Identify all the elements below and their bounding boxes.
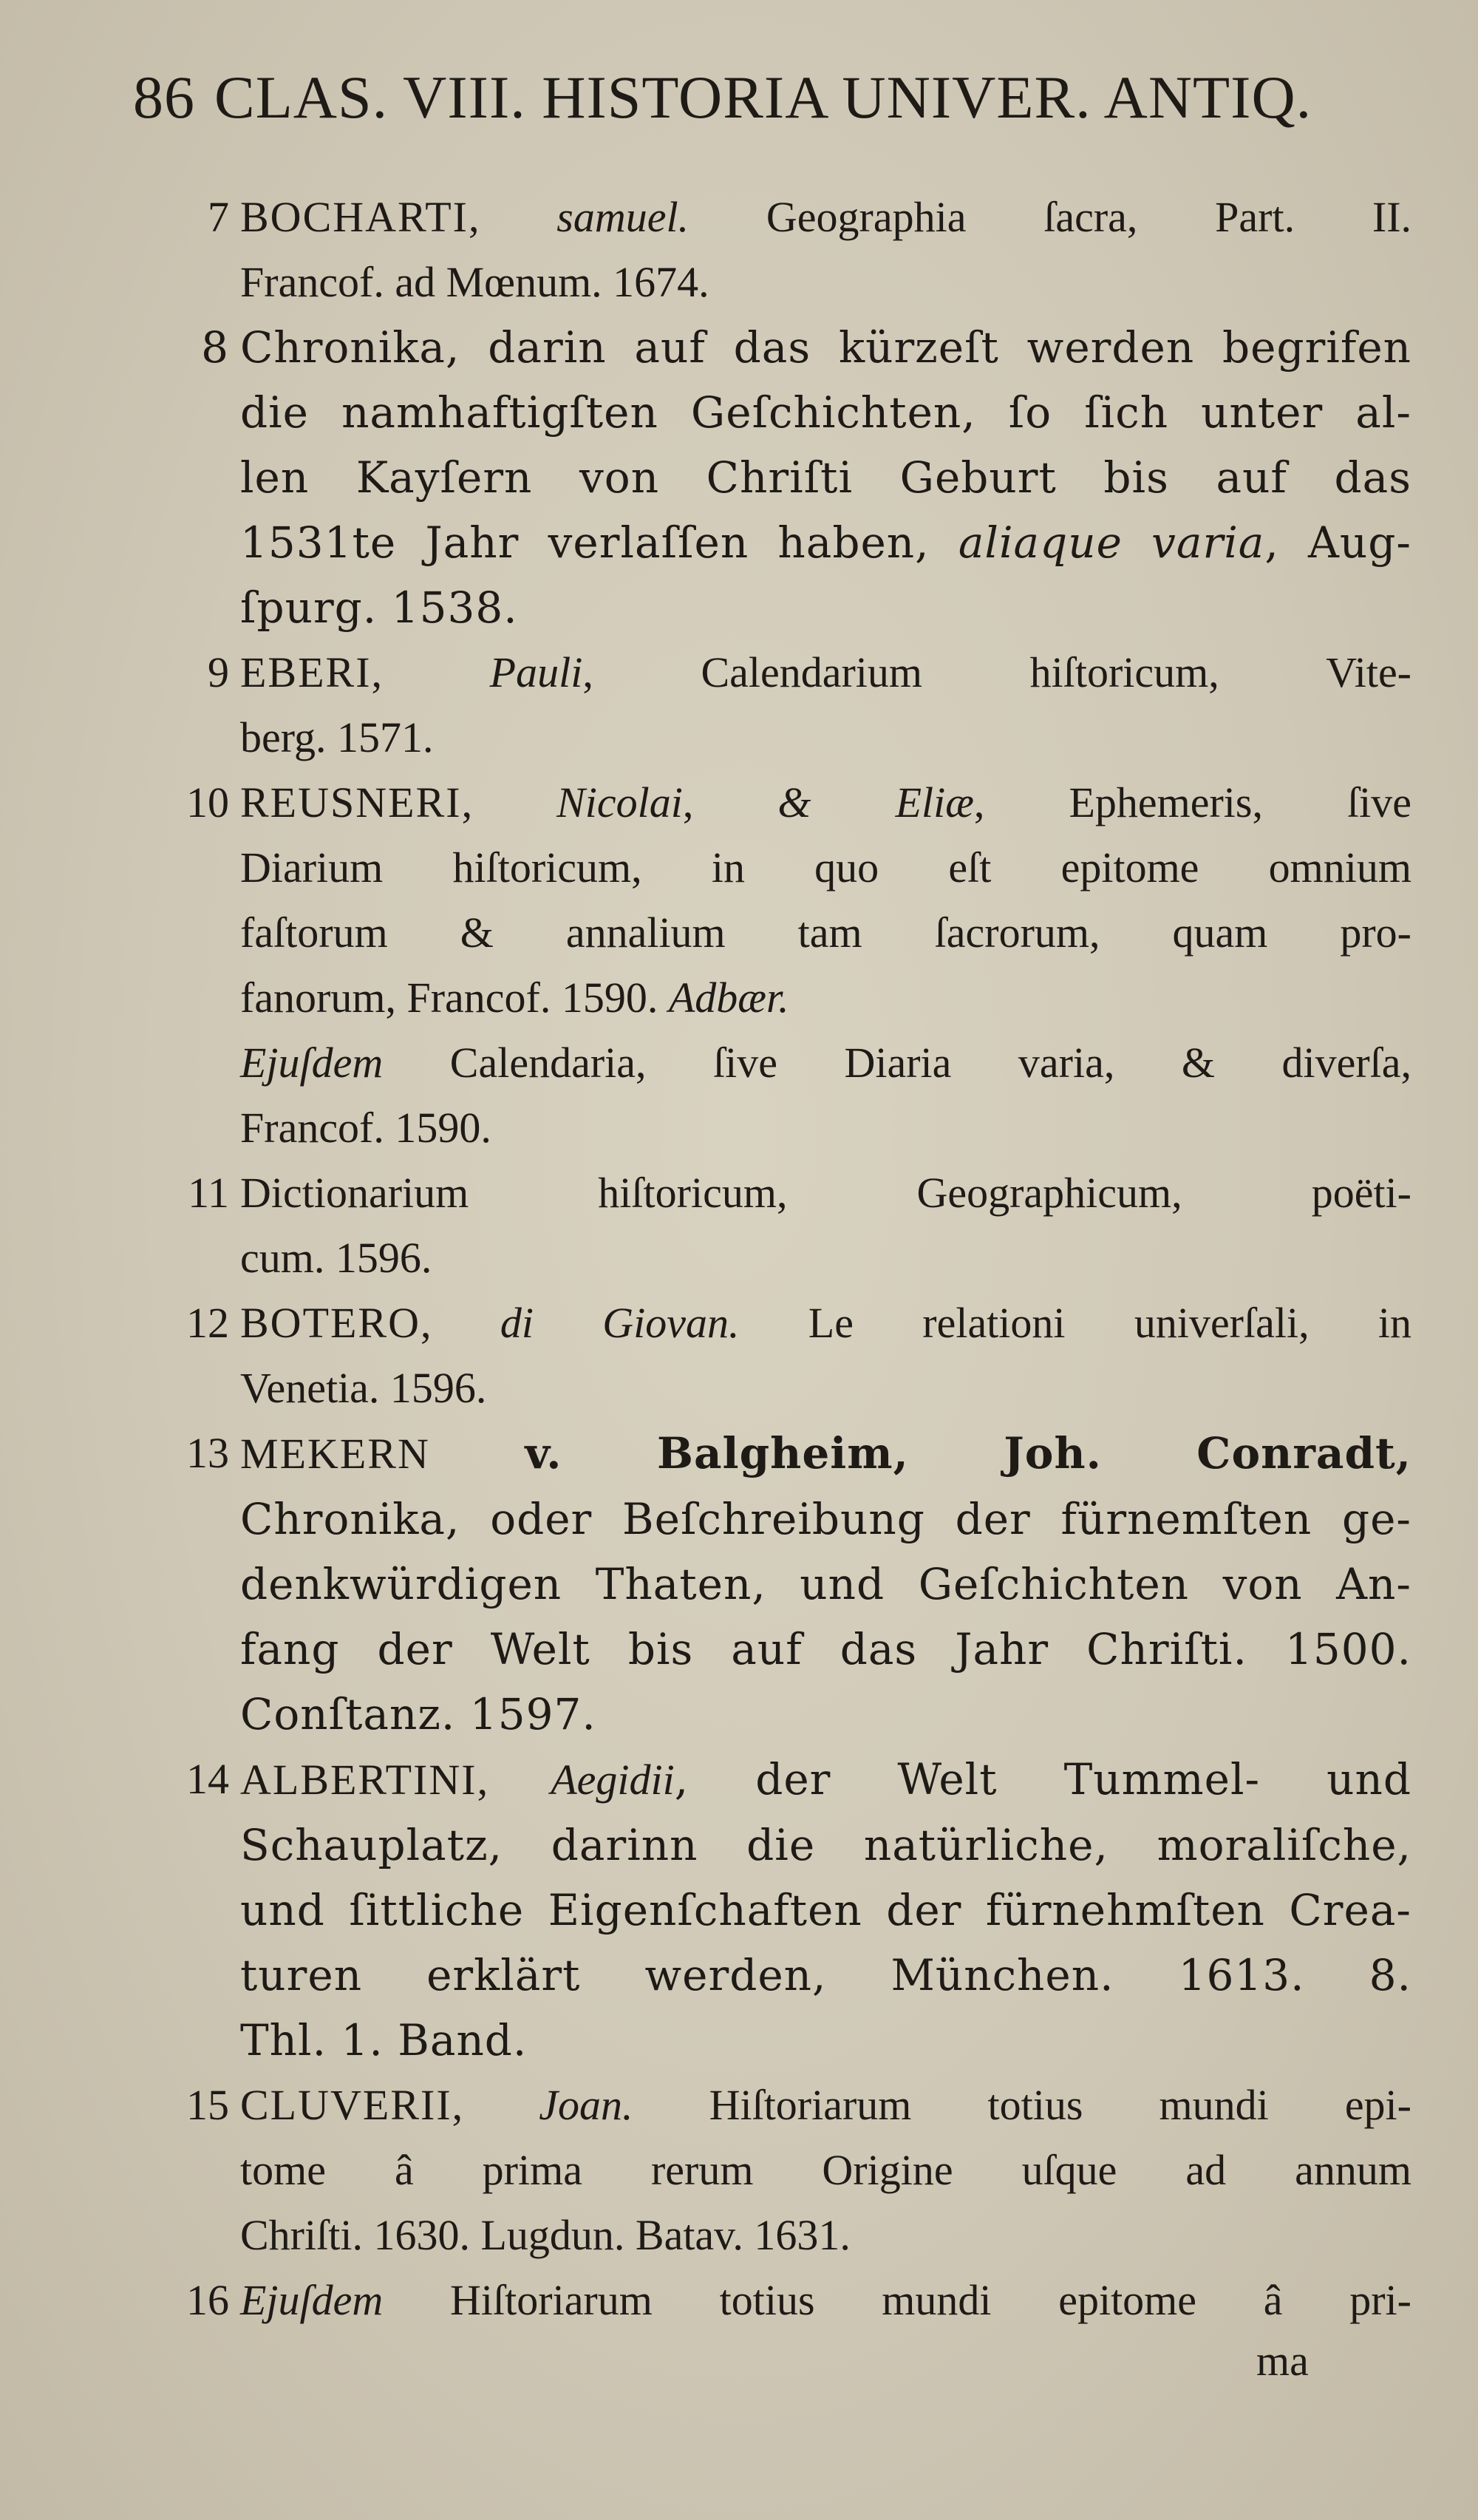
text: Hiſtoriarum totius mundi epi- (633, 2081, 1411, 2129)
entry-line (240, 1747, 1411, 1813)
text-italic: Ejuſdem (240, 1039, 384, 1087)
catalogue-entry-11 (0, 1161, 1478, 1291)
catalogue-entry-16 (0, 2268, 1478, 2333)
author-forename: Aegidii (551, 1756, 675, 1804)
entry-number: 12 (186, 1299, 229, 1347)
author-forename: & Eliæ (777, 778, 974, 826)
entry-line: Venetia. 1596. (240, 1364, 487, 1412)
entry-line: Thl. 1. Band. (240, 2015, 528, 2065)
entry-line: Schauplatz, darinn die natürliche, moraliſche, (240, 1820, 1411, 1870)
text: Geographia ſacra, Part. II. (689, 193, 1412, 241)
entry-line (240, 1291, 1411, 1356)
author-name: ALBERTINI (240, 1756, 477, 1804)
catalogue-entries (0, 185, 1478, 2333)
text: Calendaria, ſive Diaria varia, & diverſa, (383, 1039, 1411, 1087)
entry-line (240, 510, 1411, 575)
catalogue-entry-13 (0, 1421, 1478, 1747)
entry-number: 15 (186, 2081, 229, 2129)
entry-line: Chronika, darin auf das kürzeſt werden begrifen (240, 322, 1411, 373)
text: , (477, 1756, 551, 1804)
entry-line: fang der Welt bis auf das Jahr Chriſti. 1500. (240, 1624, 1411, 1674)
text: , (420, 1299, 500, 1347)
catalogue-entry-7 (0, 185, 1478, 315)
owner-mark: Adbær. (668, 974, 789, 1022)
entry-number: 7 (208, 193, 229, 241)
text: v. Balgheim, Joh. Conradt, (429, 1428, 1411, 1478)
text: , Aug- (1264, 517, 1412, 568)
entry-line: Chronika, oder Beſchreibung der fürnemſten ge- (240, 1494, 1411, 1544)
catalogue-entry-15 (0, 2073, 1478, 2268)
text: Hiſtoriarum totius mundi epitome â pri- (383, 2276, 1411, 2324)
text: 1531te Jahr verlaſſen haben, (240, 517, 958, 568)
entry-number: 16 (186, 2276, 229, 2324)
catalogue-entry-12 (0, 1291, 1478, 1421)
header-title: CLAS. VIII. HISTORIA UNIVER. ANTIQ. (214, 64, 1312, 131)
author-name: BOTERO (240, 1299, 420, 1347)
entry-line: Dictionarium hiſtoricum, Geographicum, poëti- (240, 1169, 1411, 1217)
catalogue-entry-14 (0, 1747, 1478, 2073)
entry-line (240, 640, 1411, 705)
text: , Ephemeris, ſive (973, 778, 1411, 826)
entry-number: 14 (186, 1755, 229, 1803)
catalogue-entry-9 (0, 640, 1478, 770)
page-number: 86 (133, 64, 195, 131)
entry-line: Chriſti. 1630. Lugdun. Batav. 1631. (240, 2211, 851, 2259)
entry-line (240, 770, 1411, 835)
text: , Calendarium hiſtoricum, Vite- (582, 648, 1411, 696)
text: , (371, 648, 490, 696)
text: , (682, 778, 778, 826)
catchword: ma (1256, 2337, 1309, 2385)
entry-line (240, 2073, 1411, 2138)
author-forename: Nicolai (556, 778, 683, 826)
entry-line (240, 1421, 1411, 1487)
author-forename: di Giovan. (500, 1299, 740, 1347)
text: , der Welt Tummel- und (674, 1754, 1411, 1804)
author-name: BOCHARTI (240, 193, 469, 241)
author-forename: Pauli (489, 648, 583, 696)
entry-line: und ſittliche Eigenſchaften der fürnehmſten Crea- (240, 1885, 1411, 1935)
author-name: EBERI (240, 648, 372, 696)
entry-line: len Kayſern von Chriſti Geburt bis auf das (240, 452, 1411, 503)
text: , (461, 778, 557, 826)
entry-line (240, 965, 1411, 1030)
entry-line: Francof. 1590. (240, 1104, 491, 1152)
entry-line: berg. 1571. (240, 713, 434, 761)
text-italic: Ejuſdem (240, 2276, 384, 2324)
author-name: REUSNERI (240, 778, 462, 826)
entry-line (240, 1030, 1411, 1096)
entry-line: denkwürdigen Thaten, und Geſchichten von An- (240, 1559, 1411, 1609)
entry-line: tome â prima rerum Origine uſque ad annum (240, 2146, 1411, 2194)
text-italic: aliaque varia (958, 517, 1265, 568)
text: Le relationi univerſali, in (739, 1299, 1412, 1347)
running-header (133, 63, 1389, 132)
entry-line (240, 2268, 1411, 2333)
author-forename: Joan. (539, 2081, 633, 2129)
catalogue-entry-10 (0, 770, 1478, 1161)
entry-line: die namhaftigſten Geſchichten, ſo ſich unter al- (240, 387, 1411, 438)
entry-line: Conſtanz. 1597. (240, 1689, 596, 1739)
text: fanorum, Francof. 1590. (240, 974, 669, 1022)
entry-line: faſtorum & annalium tam ſacrorum, quam pro- (240, 909, 1411, 957)
author-forename: samuel. (556, 193, 689, 241)
entry-number: 11 (188, 1169, 229, 1217)
entry-number: 13 (186, 1429, 229, 1477)
entry-line: Francof. ad Mœnum. 1674. (240, 258, 709, 306)
entry-number: 9 (208, 648, 229, 696)
catalogue-entry-8 (0, 315, 1478, 640)
text: , (452, 2081, 539, 2129)
text: , (468, 193, 557, 241)
author-name: CLUVERII (240, 2081, 452, 2129)
entry-number: 10 (186, 778, 229, 826)
entry-line: Diarium hiſtoricum, in quo eſt epitome omnium (240, 843, 1411, 891)
entry-line: cum. 1596. (240, 1234, 432, 1282)
author-name: MEKERN (240, 1430, 430, 1478)
entry-number: 8 (201, 322, 229, 373)
entry-line: ſpurg. 1538. (240, 583, 518, 633)
entry-line: turen erklärt werden, München. 1613. 8. (240, 1950, 1411, 2000)
entry-line (240, 185, 1411, 250)
